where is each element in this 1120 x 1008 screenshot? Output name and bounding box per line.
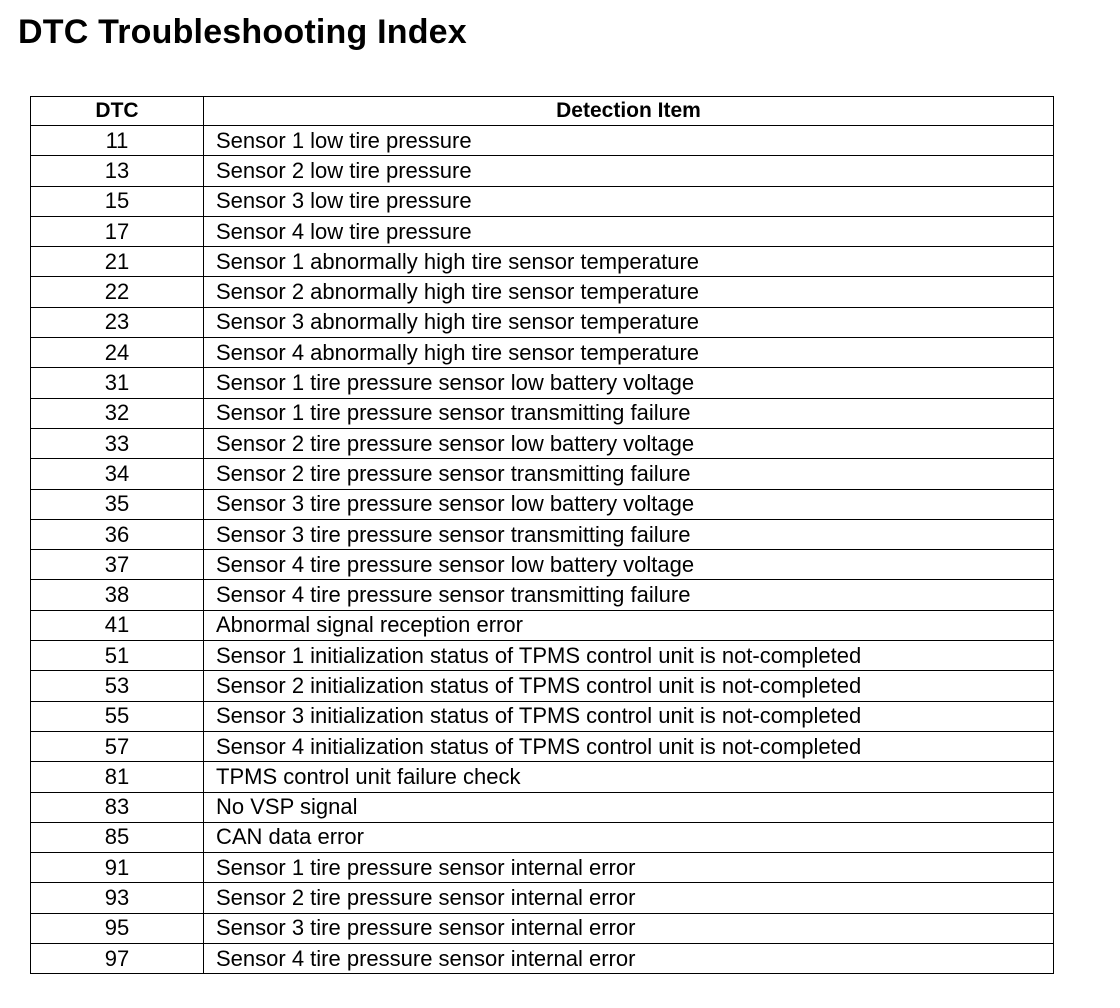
table-row <box>31 580 1054 610</box>
detection-item: No VSP signal <box>204 792 1054 822</box>
table-row <box>31 913 1054 943</box>
detection-item: Sensor 1 tire pressure sensor internal error <box>204 853 1054 883</box>
dtc-code: 22 <box>31 277 204 307</box>
detection-item: Sensor 4 abnormally high tire sensor temperature <box>204 338 1054 368</box>
dtc-code: 32 <box>31 398 204 428</box>
table-row <box>31 428 1054 458</box>
dtc-code: 31 <box>31 368 204 398</box>
table-row <box>31 762 1054 792</box>
dtc-code: 33 <box>31 428 204 458</box>
detection-item: Sensor 3 tire pressure sensor internal error <box>204 913 1054 943</box>
dtc-code: 83 <box>31 792 204 822</box>
dtc-code: 23 <box>31 307 204 337</box>
detection-item: Sensor 4 tire pressure sensor internal error <box>204 944 1054 974</box>
table-row <box>31 671 1054 701</box>
detection-item: Sensor 3 initialization status of TPMS control unit is not-completed <box>204 701 1054 731</box>
table-row <box>31 610 1054 640</box>
header-dtc: DTC <box>31 97 204 126</box>
table-row <box>31 186 1054 216</box>
table-row <box>31 701 1054 731</box>
detection-item: Sensor 3 abnormally high tire sensor temperature <box>204 307 1054 337</box>
detection-item: Sensor 1 initialization status of TPMS control unit is not-completed <box>204 641 1054 671</box>
detection-item: Sensor 1 low tire pressure <box>204 126 1054 156</box>
table-row <box>31 459 1054 489</box>
dtc-code: 35 <box>31 489 204 519</box>
table-row <box>31 550 1054 580</box>
dtc-code: 97 <box>31 944 204 974</box>
table-row <box>31 338 1054 368</box>
dtc-code: 13 <box>31 156 204 186</box>
detection-item: Sensor 1 tire pressure sensor low battery voltage <box>204 368 1054 398</box>
dtc-code: 95 <box>31 913 204 943</box>
detection-item: Sensor 2 low tire pressure <box>204 156 1054 186</box>
table-row <box>31 883 1054 913</box>
dtc-code: 21 <box>31 247 204 277</box>
table-row <box>31 641 1054 671</box>
dtc-code: 37 <box>31 550 204 580</box>
dtc-code: 93 <box>31 883 204 913</box>
table-header-row <box>31 97 1054 126</box>
dtc-index-table <box>30 96 1054 974</box>
detection-item: Abnormal signal reception error <box>204 610 1054 640</box>
dtc-code: 24 <box>31 338 204 368</box>
detection-item: Sensor 1 abnormally high tire sensor temperature <box>204 247 1054 277</box>
detection-item: Sensor 3 tire pressure sensor transmitting failure <box>204 519 1054 549</box>
dtc-code: 15 <box>31 186 204 216</box>
dtc-code: 11 <box>31 126 204 156</box>
table-row <box>31 944 1054 974</box>
table-row <box>31 368 1054 398</box>
table-row <box>31 731 1054 761</box>
table-row <box>31 156 1054 186</box>
table-row <box>31 853 1054 883</box>
detection-item: Sensor 3 low tire pressure <box>204 186 1054 216</box>
detection-item: Sensor 1 tire pressure sensor transmitting failure <box>204 398 1054 428</box>
detection-item: Sensor 2 tire pressure sensor transmitting failure <box>204 459 1054 489</box>
table-row <box>31 247 1054 277</box>
detection-item: Sensor 2 initialization status of TPMS control unit is not-completed <box>204 671 1054 701</box>
table-row <box>31 398 1054 428</box>
detection-item: Sensor 2 tire pressure sensor low battery voltage <box>204 428 1054 458</box>
detection-item: Sensor 4 initialization status of TPMS control unit is not-completed <box>204 731 1054 761</box>
dtc-code: 91 <box>31 853 204 883</box>
dtc-code: 17 <box>31 216 204 246</box>
detection-item: Sensor 3 tire pressure sensor low battery voltage <box>204 489 1054 519</box>
dtc-code: 36 <box>31 519 204 549</box>
dtc-code: 41 <box>31 610 204 640</box>
page-title: DTC Troubleshooting Index <box>18 13 467 51</box>
dtc-code: 55 <box>31 701 204 731</box>
dtc-code: 57 <box>31 731 204 761</box>
table-row <box>31 519 1054 549</box>
dtc-code: 34 <box>31 459 204 489</box>
header-detection-item: Detection Item <box>204 97 1054 126</box>
dtc-code: 51 <box>31 641 204 671</box>
dtc-code: 38 <box>31 580 204 610</box>
dtc-code: 81 <box>31 762 204 792</box>
detection-item: Sensor 4 tire pressure sensor transmitting failure <box>204 580 1054 610</box>
table-row <box>31 489 1054 519</box>
table-row <box>31 277 1054 307</box>
table-row <box>31 126 1054 156</box>
table-row <box>31 792 1054 822</box>
dtc-code: 85 <box>31 822 204 852</box>
detection-item: Sensor 2 abnormally high tire sensor temperature <box>204 277 1054 307</box>
detection-item: CAN data error <box>204 822 1054 852</box>
table-row <box>31 822 1054 852</box>
table-row <box>31 307 1054 337</box>
detection-item: Sensor 2 tire pressure sensor internal error <box>204 883 1054 913</box>
table-body <box>31 126 1054 974</box>
dtc-code: 53 <box>31 671 204 701</box>
detection-item: TPMS control unit failure check <box>204 762 1054 792</box>
table-row <box>31 216 1054 246</box>
detection-item: Sensor 4 tire pressure sensor low battery voltage <box>204 550 1054 580</box>
detection-item: Sensor 4 low tire pressure <box>204 216 1054 246</box>
